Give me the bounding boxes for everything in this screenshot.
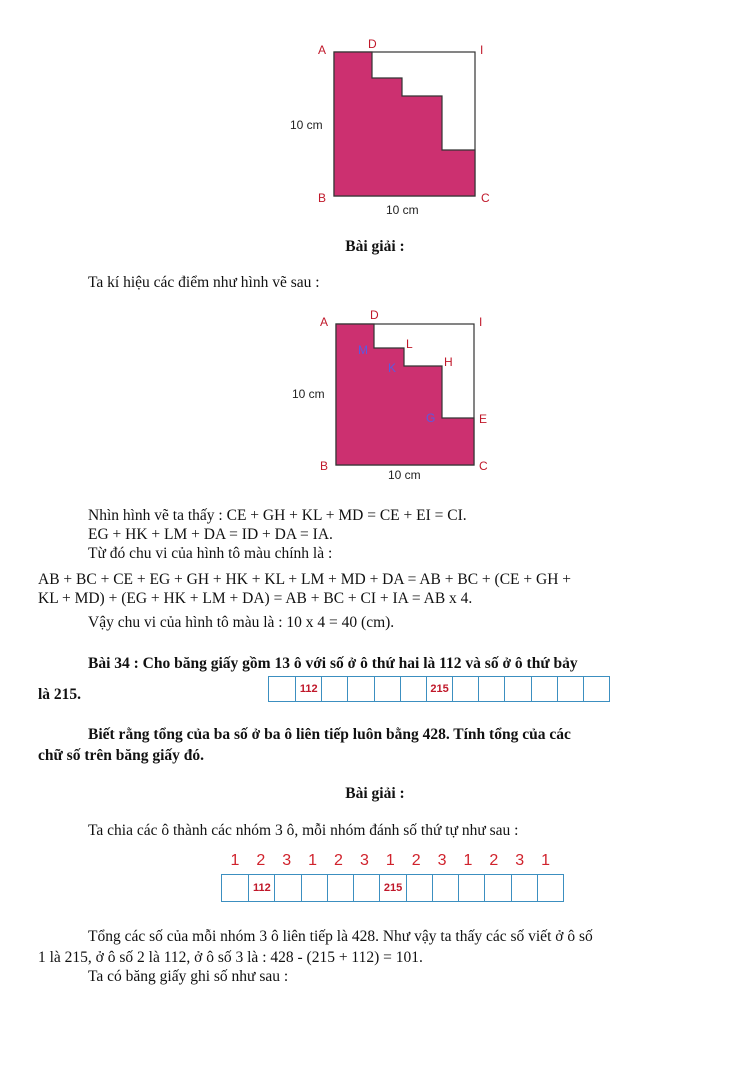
strip-cell	[301, 875, 327, 901]
group-number: 1	[308, 852, 318, 869]
point-a-label: A	[318, 43, 327, 57]
strip-cell	[531, 677, 557, 701]
point-i-label: I	[479, 315, 483, 329]
bottom-length-label: 10 cm	[386, 203, 419, 217]
strip-cell	[452, 677, 478, 701]
point-c-label: C	[479, 459, 488, 473]
group-line: Ta chia các ô thành các nhóm 3 ô, mỗi nhóm đánh số thứ tự như sau :	[88, 822, 519, 839]
strip-cell	[222, 875, 248, 901]
strip-cell	[432, 875, 458, 901]
point-m-label: M	[358, 343, 368, 357]
point-i-label: I	[480, 43, 484, 57]
point-b-label: B	[320, 459, 329, 473]
strip-cell	[327, 875, 353, 901]
strip-cell	[504, 677, 530, 701]
strip-cell	[321, 677, 347, 701]
strip-cell	[274, 875, 300, 901]
group-number: 1	[230, 852, 240, 869]
shaded-region	[334, 52, 475, 196]
point-b-label: B	[318, 191, 327, 205]
point-k-label: K	[388, 361, 397, 375]
point-g-label: G	[426, 411, 436, 425]
strip-cell: 112	[295, 677, 321, 701]
solution-title-1: Bài giải :	[345, 238, 405, 255]
shaded-region	[336, 324, 474, 465]
problem-34-line-2: là 215.	[38, 686, 82, 703]
strip-cell	[478, 677, 504, 701]
problem-34-line-3: Biết rằng tổng của ba số ở ba ô liên tiếp luôn bằng 428. Tính tổng của các	[88, 726, 571, 743]
strip-cell	[537, 875, 563, 901]
figure-staircase-2	[280, 304, 520, 484]
paper-strip-2	[221, 874, 564, 902]
group-number: 3	[437, 852, 447, 869]
group-number: 3	[515, 852, 525, 869]
explanation-line-2: EG + HK + LM + DA = ID + DA = IA.	[88, 526, 333, 543]
side-length-label: 10 cm	[290, 118, 323, 132]
paper-strip-1	[268, 676, 610, 702]
point-a-label: A	[320, 315, 329, 329]
strip-cell	[400, 677, 426, 701]
point-d-label: D	[370, 308, 379, 322]
strip-cell	[374, 677, 400, 701]
group-number: 2	[334, 852, 343, 869]
point-l-label: L	[406, 337, 413, 351]
group-number: 3	[282, 852, 292, 869]
group-number-row	[222, 852, 559, 870]
group-number: 3	[359, 852, 369, 869]
point-h-label: H	[444, 355, 453, 369]
problem-34-line-1: Bài 34 : Cho băng giấy gồm 13 ô với số ở ô thứ hai là 112 và số ở ô thứ bảy	[88, 655, 578, 672]
strip-cell	[406, 875, 432, 901]
group-number: 2	[411, 852, 421, 869]
strip-cell	[511, 875, 537, 901]
group-number: 1	[541, 852, 551, 869]
strip-cell	[484, 875, 510, 901]
figure-staircase-1	[280, 30, 520, 225]
point-c-label: C	[481, 191, 490, 205]
strip-cell: 215	[379, 875, 405, 901]
strip-cell	[347, 677, 373, 701]
strip-cell: 112	[248, 875, 274, 901]
final-line-2: 1 là 215, ở ô số 2 là 112, ở ô số 3 là : 428 - (215 + 112) = 101.	[38, 949, 423, 966]
strip-cell	[458, 875, 484, 901]
solution-title-2: Bài giải :	[345, 785, 405, 802]
strip-cell	[557, 677, 583, 701]
group-number: 1	[385, 852, 395, 869]
group-number: 2	[256, 852, 266, 869]
strip-cell	[353, 875, 379, 901]
side-length-label: 10 cm	[292, 387, 325, 401]
point-d-label: D	[368, 37, 377, 51]
explanation-line-6: Vậy chu vi của hình tô màu là : 10 x 4 = 40 (cm).	[88, 614, 395, 631]
explanation-line-1: Nhìn hình vẽ ta thấy : CE + GH + KL + MD = CE + EI = CI.	[88, 507, 467, 524]
group-number: 1	[463, 852, 473, 869]
problem-34-line-4: chữ số trên băng giấy đó.	[38, 747, 205, 764]
explanation-line-3: Từ đó chu vi của hình tô màu chính là :	[88, 545, 333, 562]
point-e-label: E	[479, 412, 488, 426]
strip-cell	[269, 677, 295, 701]
final-line-1: Tổng các số của mỗi nhóm 3 ô liên tiếp là 428. Như vậy ta thấy các số viết ở ô số	[88, 928, 593, 945]
explanation-line-5: KL + MD) + (EG + HK + LM + DA) = AB + BC + CI + IA = AB x 4.	[38, 590, 473, 607]
intro-line: Ta kí hiệu các điểm như hình vẽ sau :	[88, 274, 320, 291]
final-line-3: Ta có băng giấy ghi số như sau :	[88, 968, 289, 985]
strip-cell: 215	[426, 677, 452, 701]
group-number: 2	[489, 852, 499, 869]
bottom-length-label: 10 cm	[388, 468, 421, 482]
explanation-line-4: AB + BC + CE + EG + GH + HK + KL + LM + MD + DA = AB + BC + (CE + GH +	[38, 571, 572, 588]
strip-cell	[583, 677, 609, 701]
